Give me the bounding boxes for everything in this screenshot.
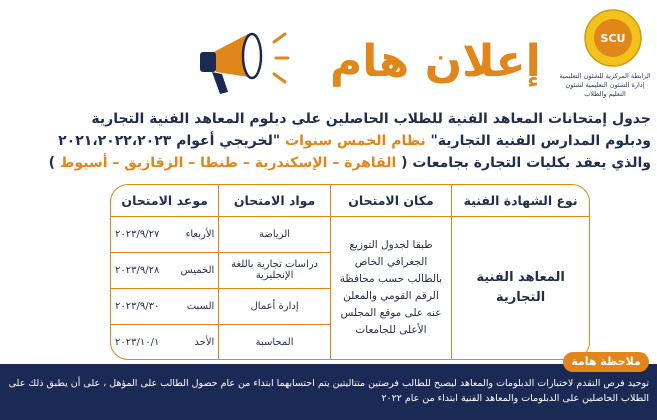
date-cell: [111, 288, 219, 324]
intro-line-3-a: والذي يعقد بكليات التجارة بجامعات (: [396, 155, 651, 171]
org-line-2: إدارة الشئون التعليمية لشئون التعليم والطلاب: [565, 81, 645, 98]
page-title: إعلان هام: [330, 36, 541, 87]
date-cell: [111, 216, 219, 252]
announcement-intro: [6, 108, 651, 174]
date-cell: [111, 324, 219, 360]
exam-date: ٢٠٢٣/٩/٢٧: [115, 228, 160, 240]
exam-schedule-table: [110, 184, 590, 360]
exam-day: الخميس: [180, 264, 215, 276]
logo-letters: SCU: [600, 32, 626, 45]
note-badge: ملاحظة هامة: [563, 352, 649, 372]
subject-cell: دراسات تجارية باللغة الإنجليزية: [219, 252, 330, 288]
header-exam-place: مكان الامتحان: [330, 185, 451, 216]
intro-line-2-a: ودبلوم المدارس الفنية التجارية": [425, 133, 651, 149]
exam-day: السبت: [186, 300, 215, 312]
universities-list: القاهرة – الإسكندرية – طنطا – الزقازيق – أسيوط: [59, 155, 397, 171]
megaphone-icon: [190, 20, 290, 102]
intro-line-3-b: ): [48, 155, 60, 171]
subject-cell: الرياضة: [219, 216, 330, 252]
certificate-type-cell: المعاهد الفنية التجارية: [452, 216, 589, 360]
intro-line-2-highlight: نظام الخمس سنوات: [285, 133, 426, 149]
subject-cell: إدارة أعمال: [219, 288, 330, 324]
intro-line-3: [6, 152, 651, 174]
intro-line-1: جدول إمتحانات المعاهد الفنية للطلاب الحاصلين على دبلوم المعاهد الفنية التجارية: [91, 111, 651, 127]
exam-date: ٢٠٢٣/٩/٢٨: [115, 264, 160, 276]
exam-day: الأربعاء: [185, 228, 215, 240]
subject-cell: المحاسبة: [219, 324, 330, 360]
intro-line-2-b: "لخريجي أعوام ٢٠٢١،٢٠٢٢،٢٠٢٣: [58, 133, 286, 149]
header-exam-date: موعد الامتحان: [111, 185, 219, 216]
table-header-row: [111, 185, 589, 216]
date-cell: [111, 252, 219, 288]
header-exam-subjects: مواد الامتحان: [219, 185, 330, 216]
exam-date: ٢٠٢٣/٩/٣٠: [115, 300, 160, 312]
exam-date: ٢٠٢٣/١٠/١: [115, 336, 160, 348]
council-logo: [583, 8, 643, 68]
org-line-1: الرابطة المركزية للشئون التعليمية: [559, 72, 651, 80]
org-name: [559, 72, 651, 99]
exam-day: الأحد: [194, 336, 215, 348]
table-row: [111, 216, 589, 252]
intro-line-2: [6, 130, 651, 152]
note-text: توحيد فرص التقدم لاختبارات الدبلومات والمعاهد ليصبح للطالب فرصتين متتاليتين يتم احتسابهما ابتداء من عام حصول الطالب على المؤهل ، على أن يطبق ذلك على الطلاب الحاصلين على الدبلومات والمعاهد الفنية ابتداء من عام ٢٠٢٢: [8, 378, 649, 404]
header-certificate-type: نوع الشهادة الفنية: [452, 185, 589, 216]
exam-place-cell: طبقا لجدول التوزيع الجغرافي الخاص بالطالب حسب محافظة الرقم القومي والمعلن عنه على موقع المجلس الأعلى للجامعات: [330, 216, 451, 360]
